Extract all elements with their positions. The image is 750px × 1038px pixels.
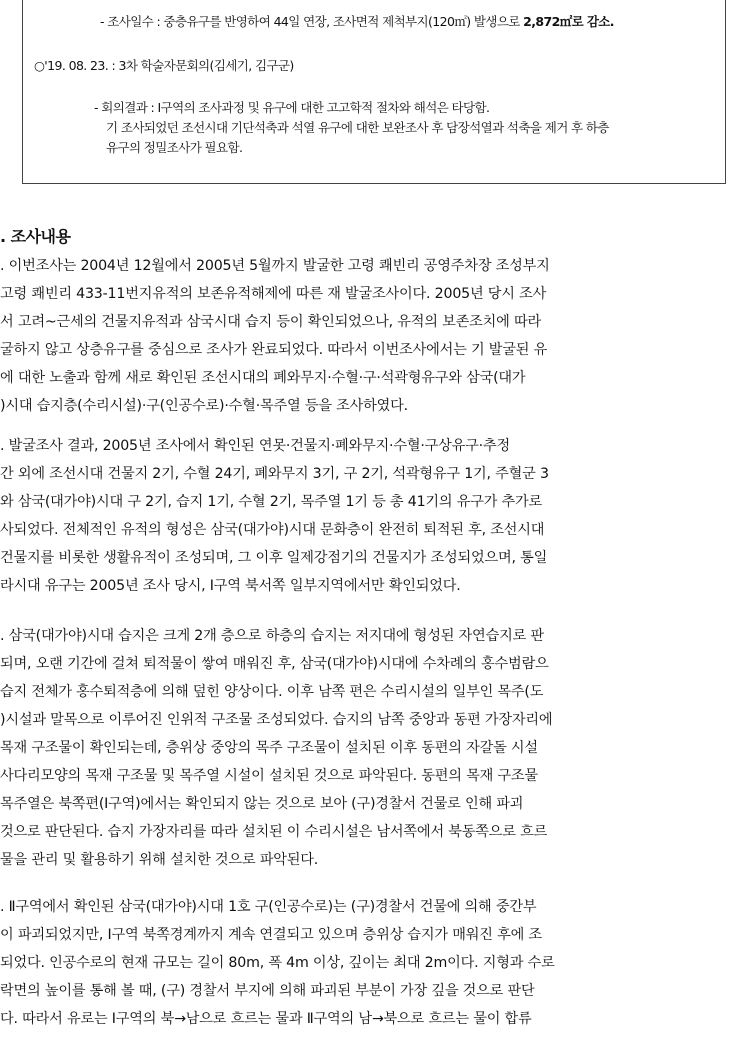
paragraph-line: 목재 구조물이 확인되는데, 층위상 중앙의 목주 구조물이 설치된 이후 동편의 자갈돌 시설 [0, 740, 538, 756]
paragraph-4 [0, 893, 750, 1033]
section-heading: . 조사내용 [0, 227, 71, 246]
meeting-result-line-1: - 회의결과 : Ⅰ구역의 조사과정 및 유구에 대한 고고학적 절차와 해석은 타당함. [94, 100, 490, 115]
meeting-result-line-3: 유구의 정밀조사가 필요함. [106, 140, 243, 155]
paragraph-line: 목주열은 북쪽편(Ⅰ구역)에서는 확인되지 않는 것으로 보아 (구)경찰서 건물로 인해 파괴 [0, 796, 524, 812]
meeting-date-line: ○'19. 08. 23. : 3차 학술자문회의(김세기, 김구군) [34, 58, 294, 73]
paragraph-line: 서 고려~근세의 건물지유적과 삼국시대 습지 등이 확인되었으나, 유적의 보존조치에 따라 [0, 314, 541, 330]
paragraph-line: 다. 따라서 유로는 Ⅰ구역의 북→남으로 흐르는 물과 Ⅱ구역의 남→북으로 흐르는 물이 합류 [0, 1011, 532, 1027]
paragraph-line: . 이번조사는 2004년 12월에서 2005년 5월까지 발굴한 고령 쾌빈리 공영주차장 조성부지 [0, 258, 550, 274]
paragraph-line: . 삼국(대가야)시대 습지은 크게 2개 층으로 하층의 습지는 저지대에 형성된 자연습지로 판 [0, 628, 544, 644]
paragraph-line: 와 삼국(대가야)시대 구 2기, 습지 1기, 수혈 2기, 목주열 1기 등 총 41기의 유구가 추가로 [0, 494, 543, 510]
paragraph-line: 락면의 높이를 통해 볼 때, (구) 경찰서 부지에 의해 파괴된 부분이 가장 깊을 것으로 판단 [0, 983, 535, 999]
paragraph-line: 굴하지 않고 상층유구를 중심으로 조사가 완료되었다. 따라서 이번조사에서는 기 발굴된 유 [0, 342, 548, 358]
survey-days-line [100, 12, 614, 30]
paragraph-line: 건물지를 비롯한 생활유적이 조성되며, 그 이후 일제강점기의 건물지가 조성되었으며, 통일 [0, 550, 548, 566]
survey-days-text: - 조사일수 : 중층유구를 반영하여 44일 연장, 조사면적 제척부지(120㎡) 발생으로 [100, 14, 524, 29]
paragraph-line: )시설과 말목으로 이루어진 인위적 구조물 조성되었다. 습지의 남쪽 중앙과 동편 가장자리에 [0, 712, 553, 728]
paragraph-line: 간 외에 조선시대 건물지 2기, 수혈 24기, 폐와무지 3기, 구 2기, 석곽형유구 1기, 주혈군 3 [0, 466, 549, 482]
paragraph-line: )시대 습지층(수리시설)·구(인공수로)·수혈·목주열 등을 조사하였다. [0, 398, 408, 414]
survey-area-figure: 2,872㎡로 감소. [523, 14, 614, 29]
paragraph-line: 에 대한 노출과 함께 새로 확인된 조선시대의 폐와무지·수혈·구·석곽형유구와 삼국(대가 [0, 370, 526, 386]
paragraph-line: . 발굴조사 결과, 2005년 조사에서 확인된 연못·건물지·폐와무지·수혈·구상유구·추정 [0, 438, 510, 454]
paragraph-line: 고령 쾌빈리 433-11번지유적의 보존유적해제에 따른 재 발굴조사이다. 2005년 당시 조사 [0, 286, 547, 302]
paragraph-line: 습지 전체가 홍수퇴적층에 의해 덮힌 양상이다. 이후 남쪽 편은 수리시설의 일부인 목주(도 [0, 684, 544, 700]
paragraph-1 [0, 252, 750, 420]
paragraph-2 [0, 432, 750, 600]
paragraph-line: 되며, 오랜 기간에 걸쳐 퇴적물이 쌓여 매워진 후, 삼국(대가야)시대에 수차례의 홍수범람으 [0, 656, 549, 672]
meeting-result-line-2: 기 조사되었던 조선시대 기단석축과 석열 유구에 대한 보완조사 후 담장석열과 석축을 제거 후 하층 [106, 120, 609, 135]
paragraph-line: 물을 관리 및 활용하기 위해 설치한 것으로 파악된다. [0, 852, 319, 868]
paragraph-line: 이 파괴되었지만, Ⅰ구역 북쪽경계까지 계속 연결되고 있으며 층위상 습지가 매워진 후에 조 [0, 927, 542, 943]
paragraph-line: 것으로 판단된다. 습지 가장자리를 따라 설치된 이 수리시설은 남서쪽에서 북동쪽으로 흐르 [0, 824, 548, 840]
paragraph-line: . Ⅱ구역에서 확인된 삼국(대가야)시대 1호 구(인공수로)는 (구)경찰서 건물에 의해 중간부 [0, 899, 537, 915]
paragraph-line: 사다리모양의 목재 구조물 및 목주열 시설이 설치된 것으로 파악된다. 동편의 목재 구조물 [0, 768, 538, 784]
paragraph-line: 사되었다. 전체적인 유적의 형성은 삼국(대가야)시대 문화층이 완전히 퇴적된 후, 조선시대 [0, 522, 545, 538]
paragraph-line: 라시대 유구는 2005년 조사 당시, Ⅰ구역 북서쪽 일부지역에서만 확인되었다. [0, 578, 461, 594]
paragraph-3 [0, 622, 750, 874]
paragraph-line: 되었다. 인공수로의 현재 규모는 길이 80m, 폭 4m 이상, 깊이는 최대 2m이다. 지형과 수로 [0, 955, 555, 971]
